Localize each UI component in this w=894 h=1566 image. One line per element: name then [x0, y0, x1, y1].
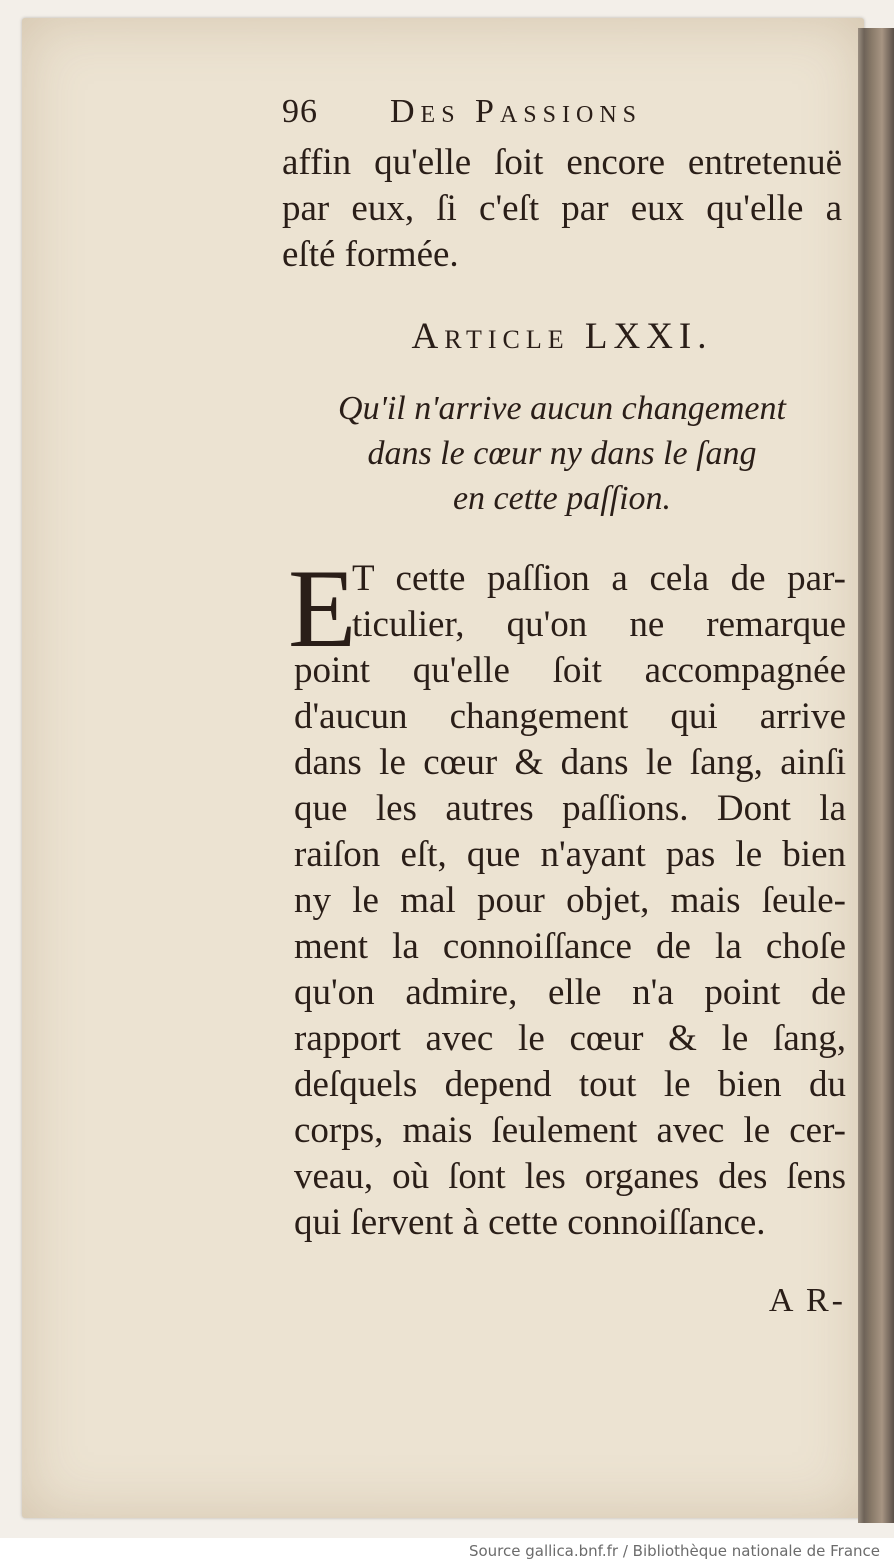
- continuation-text: [282, 140, 842, 278]
- text-line: qui ſervent à cette connoiſſance.: [294, 1202, 766, 1243]
- drop-cap: E: [288, 547, 357, 671]
- body-text: [294, 648, 846, 1246]
- text-line: ny le mal pour objet, mais ſeule-: [294, 880, 846, 921]
- text-line: qu'on admire, elle n'a point de: [294, 972, 846, 1013]
- subtitle-line: dans le cœur ny dans le ſang: [367, 435, 757, 472]
- text-line: ticulier, qu'on ne remarque: [352, 604, 846, 645]
- text-line: que les autres paſſions. Dont la: [294, 788, 846, 829]
- running-title: Des Passions: [390, 93, 643, 130]
- text-line: dans le cœur & dans le ſang, ainſi: [294, 742, 846, 783]
- body-text-indented: [352, 556, 846, 648]
- next-page-edge: [858, 28, 894, 1523]
- text-line: affin qu'elle ſoit encore entretenuë: [282, 142, 842, 183]
- text-line: deſquels depend tout le bien du: [294, 1064, 846, 1105]
- page-number: 96: [282, 93, 318, 130]
- text-line: veau, où ſont les organes des ſens: [294, 1156, 846, 1197]
- text-line: raiſon eſt, que n'ayant pas le bien: [294, 834, 846, 875]
- source-credit: Source gallica.bnf.fr / Bibliothèque nationale de France: [468, 1542, 880, 1560]
- catchword: A R-: [768, 1282, 846, 1319]
- page-header: [282, 93, 842, 143]
- text-line: rapport avec le cœur & le ſang,: [294, 1018, 846, 1059]
- text-line: eſté formée.: [282, 234, 459, 275]
- text-line: ment la connoiſſance de la choſe: [294, 926, 846, 967]
- article-heading: Article LXXI.: [411, 316, 713, 357]
- subtitle-line: Qu'il n'arrive aucun changement: [338, 390, 786, 427]
- footer-bar: [0, 1538, 894, 1566]
- text-line: corps, mais ſeulement avec le cer-: [294, 1110, 846, 1151]
- subtitle-line: en cette paſſion.: [452, 480, 672, 517]
- article-subtitle: [282, 386, 842, 521]
- text-line: d'aucun changement qui arrive: [294, 696, 846, 737]
- text-line: par eux, ſi c'eſt par eux qu'elle a: [282, 188, 842, 229]
- text-line: point qu'elle ſoit accompagnée: [294, 650, 846, 691]
- text-line: T cette paſſion a cela de par-: [352, 558, 846, 599]
